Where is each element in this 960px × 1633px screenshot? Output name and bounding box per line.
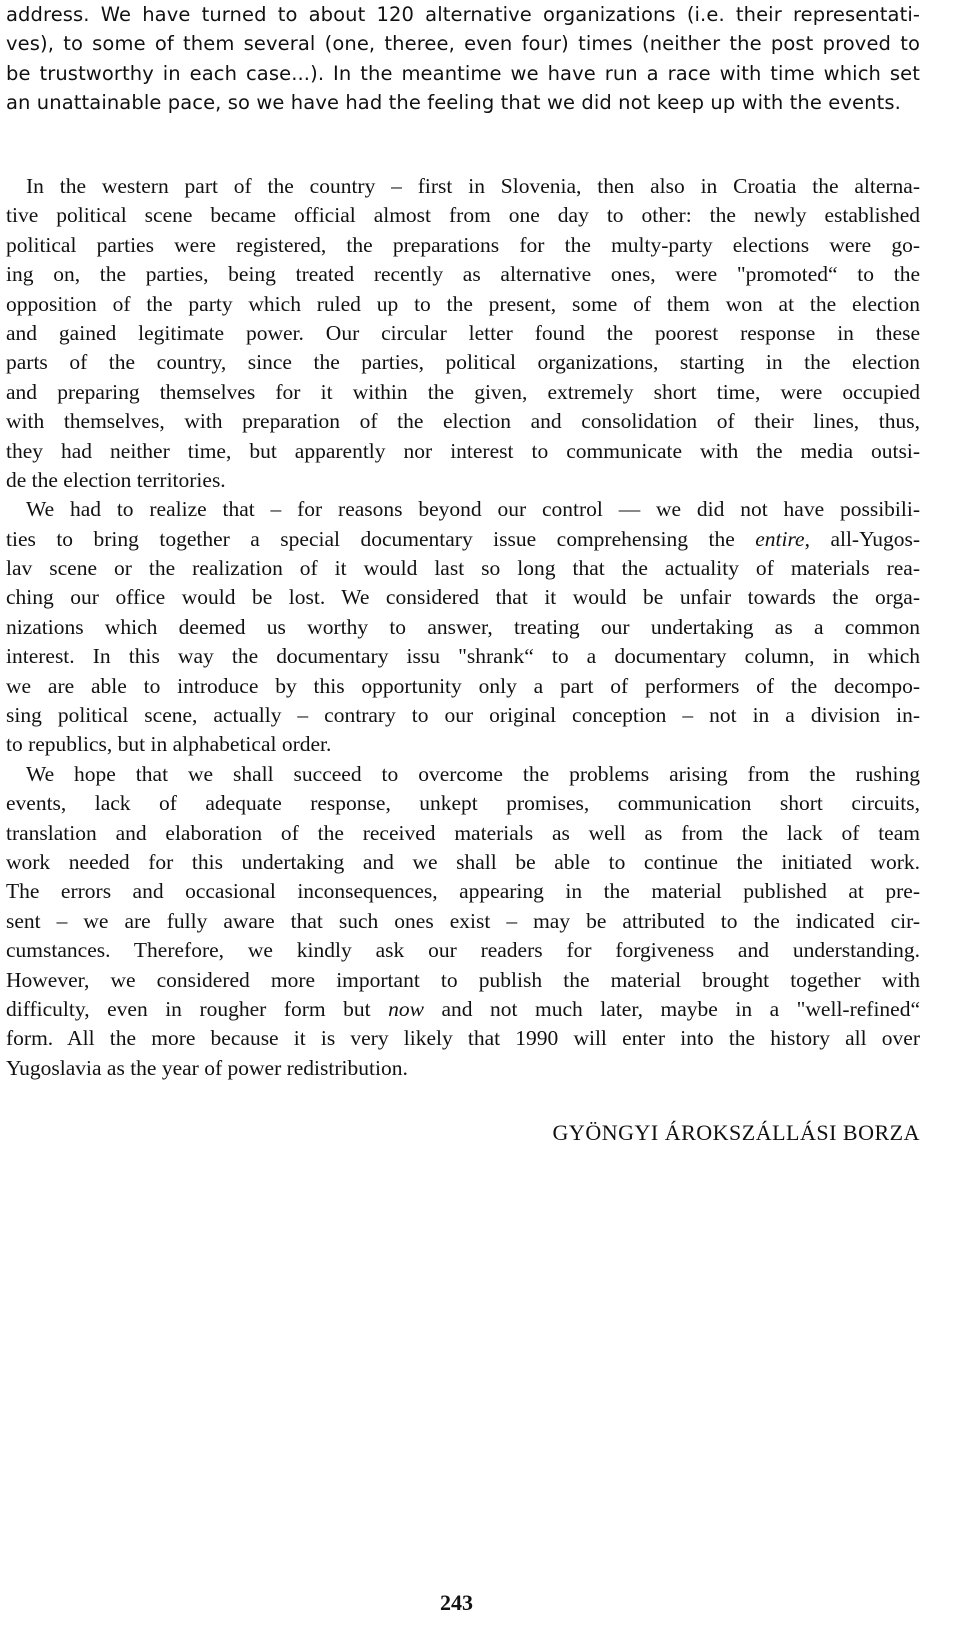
- text-line: nizations which deemed us worthy to answer, treating our undertaking as a common: [6, 614, 920, 639]
- text-line: an unattainable pace, so we have had the feeling that we did not keep up with the events.: [6, 91, 901, 115]
- text-line: Yugoslavia as the year of power redistribution.: [6, 1055, 408, 1080]
- text-line: lav scene or the realization of it would last so long that the actuality of materials rea-: [6, 556, 920, 581]
- text-line: ves), to some of them several (one, theree, even four) times (neither the post proved to: [6, 32, 920, 56]
- page-number: 243: [440, 1590, 473, 1615]
- text-line: sent – we are fully aware that such ones exist – may be attributed to the indicated cir-: [6, 908, 920, 933]
- emphasis-text: now: [388, 996, 424, 1021]
- text-line: [6, 995, 920, 1024]
- text-line: and gained legitimate power. Our circular letter found the poorest response in these: [6, 320, 920, 345]
- paragraph-3: [6, 760, 920, 1083]
- text-line: The errors and occasional inconsequences, appearing in the material published at pre-: [6, 879, 920, 904]
- text-line: We had to realize that – for reasons beyond our control — we did not have possibili-: [26, 497, 920, 522]
- main-text: [6, 172, 920, 1083]
- text-span: difficulty, even in rougher form but: [6, 996, 371, 1021]
- text-line: address. We have turned to about 120 alternative organizations (i.e. their representati-: [6, 3, 920, 26]
- text-line: sing political scene, actually – contrary to our original conception – not in a division in-: [6, 703, 920, 728]
- text-line: with themselves, with preparation of the election and consolidation of their lines, thus,: [6, 409, 920, 434]
- text-line: de the election territories.: [6, 467, 226, 492]
- text-line: political parties were registered, the preparations for the multy-party elections were go-: [6, 232, 920, 257]
- text-line: We hope that we shall succeed to overcome the problems arising from the rushing: [26, 761, 920, 786]
- text-span: and not much later, maybe in a "well-refined“: [423, 996, 921, 1021]
- text-line: [6, 525, 920, 554]
- text-line: translation and elaboration of the received materials as well as from the lack of team: [6, 820, 920, 845]
- text-line: opposition of the party which ruled up to the present, some of them won at the election: [6, 291, 920, 316]
- text-line: ching our office would be lost. We considered that it would be unfair towards the orga-: [6, 585, 920, 610]
- text-line: cumstances. Therefore, we kindly ask our readers for forgiveness and understanding.: [6, 938, 920, 963]
- text-line: However, we considered more important to publish the material brought together with: [6, 967, 920, 992]
- paragraph-1: [6, 172, 920, 495]
- text-line: ing on, the parties, being treated recently as alternative ones, were "promoted“ to the: [6, 262, 920, 287]
- text-line: work needed for this undertaking and we shall be able to continue the initiated work.: [6, 849, 920, 874]
- emphasis-text: entire: [755, 526, 805, 551]
- text-span: , all-Yugos-: [804, 526, 921, 551]
- intro-paragraph: [6, 0, 920, 118]
- text-span: ties to bring together a special documentary issue comprehensing the: [6, 526, 735, 551]
- text-line: they had neither time, but apparently nor interest to communicate with the media outsi-: [6, 438, 920, 463]
- text-line: tive political scene became official almost from one day to other: the newly established: [6, 203, 920, 228]
- paragraph-2: [6, 495, 920, 760]
- text-line: we are able to introduce by this opportunity only a part of performers of the decompo-: [6, 673, 920, 698]
- text-line: to republics, but in alphabetical order.: [6, 732, 332, 757]
- text-line: and preparing themselves for it within the given, extremely short time, were occupied: [6, 379, 920, 404]
- author-signature: GYÖNGYI ÁROKSZÁLLÁSI BORZA: [552, 1120, 920, 1145]
- text-line: parts of the country, since the parties, political organizations, starting in the election: [6, 350, 920, 375]
- text-line: form. All the more because it is very likely that 1990 will enter into the history all over: [6, 1026, 920, 1051]
- text-line: events, lack of adequate response, unkept promises, communication short circuits,: [6, 791, 920, 816]
- text-line: be trustworthy in each case...). In the meantime we have run a race with time which set: [6, 61, 920, 85]
- text-line: interest. In this way the documentary issu "shrank“ to a documentary column, in which: [6, 644, 920, 669]
- text-line: In the western part of the country – first in Slovenia, then also in Croatia the alterna-: [26, 174, 920, 198]
